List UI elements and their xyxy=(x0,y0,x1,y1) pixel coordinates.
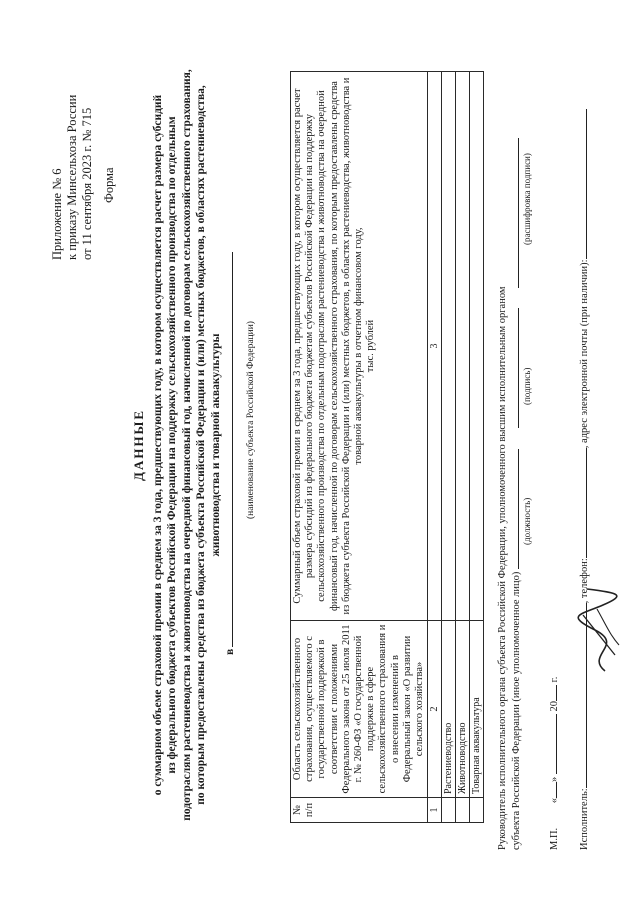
row-number-cell xyxy=(456,798,470,823)
seal-label: М.П. xyxy=(549,827,560,850)
col-number: 3 xyxy=(428,72,442,621)
appendix-order: к приказу Минсельхоза России xyxy=(65,94,79,260)
email-label: адрес электронной почты (при наличии): xyxy=(579,259,590,443)
document-title xyxy=(132,55,224,835)
table-row xyxy=(442,72,456,823)
header-volume-text: Суммарный объем страховой премии в среднем за 3 года, предшествующих году, в котором осуществляется расчет размера субсидий из федерального бюджета бюджетам субъектов Российской Федерации на поддержку сельскохозяйственного производства по отдельным подотраслям растениеводства и животноводства на очередной финансовый год, начисленной по договорам сельскохозяйственного страхования, по которым предоставлены средства из бюджета субъекта Российской Федерации и (или) местных бюджетов, в областях растениеводства, животноводства и товарной аквакультуры в отчетном финансовом году, xyxy=(292,77,365,615)
header-volume-unit: тыс. рублей xyxy=(365,319,377,373)
form-label: Форма xyxy=(102,167,116,203)
premium-table xyxy=(290,71,484,823)
column-number-row xyxy=(428,72,442,823)
year-suffix: г. xyxy=(549,676,560,683)
position-caption: (должность) xyxy=(522,497,532,545)
email-input-line[interactable] xyxy=(577,109,587,259)
signatory-title-line-1: Руководитель исполнительного органа субъекта Российской Федерации, уполномоченного высшим исполнительным органом xyxy=(497,286,508,850)
appendix-number: Приложение № 6 xyxy=(50,168,64,260)
handwritten-signature xyxy=(575,585,630,675)
title-line-4: по которым предоставлены средства из бюджета субъекта Российской Федерации и (или) местных бюджетов, в областях растениеводства, xyxy=(195,85,208,805)
month-input-line[interactable] xyxy=(547,714,557,774)
title-line-2: из федерального бюджета субъектов Российской Федерации на поддержку сельскохозяйственного производства по отдельным xyxy=(166,116,179,774)
phone-label: телефон: xyxy=(579,558,590,599)
signature-caption: (подпись) xyxy=(522,367,532,405)
table-row xyxy=(456,72,470,823)
executor-line: Исполнитель:, телефон:, адрес электронной почты (при наличии): xyxy=(577,109,590,850)
row-number-cell xyxy=(442,798,456,823)
row-number-cell xyxy=(470,798,484,823)
header-volume xyxy=(291,72,428,621)
signature-input-line[interactable] xyxy=(509,308,519,428)
table-row xyxy=(470,72,484,823)
header-area: Область сельскохозяйственного страхования, осуществляемого с государственной поддержкой в соответствии с положениями Федерального закона от 25 июля 2011 г. № 260-ФЗ «О государственной поддержке в сфере сельскохозяйственного страхования и о внесении изменений в Федеральный закон «О развитии сельского хозяйства» xyxy=(291,621,428,798)
signatory-title-line-2 xyxy=(509,138,522,850)
title-line-5: животноводства и товарной аквакультуры xyxy=(209,333,222,557)
date-close-quote: » xyxy=(549,776,560,782)
title-line-1: о суммарном объеме страховой премии в среднем за 3 года, предшествующих году, в котором осуществляется расчет размера субсидий xyxy=(151,94,164,796)
title-line-3: подотраслям растениеводства и животноводства на очередной финансовый год, начисленной по договорам сельскохозяйственного страхования, xyxy=(180,69,193,821)
title-heading: ДАННЫЕ xyxy=(131,409,146,481)
row-label: Животноводство xyxy=(456,621,470,798)
name-input-line[interactable] xyxy=(509,138,519,288)
table-header-row xyxy=(291,72,428,823)
year-prefix: 20 xyxy=(549,700,560,712)
date-line xyxy=(547,677,560,850)
year-input-line[interactable] xyxy=(547,685,557,701)
region-field xyxy=(222,235,236,655)
date-open-quote: « xyxy=(549,797,560,804)
signatory-title-text: субъекта Российской Федерации (иное уполномоченное лицо) xyxy=(511,571,522,850)
phone-input-line[interactable] xyxy=(577,448,587,558)
appendix-reference xyxy=(50,0,95,260)
region-input-line[interactable] xyxy=(222,252,233,647)
day-input-line[interactable] xyxy=(547,782,557,798)
executor-label: Исполнитель: xyxy=(579,788,590,850)
position-input-line[interactable] xyxy=(509,449,519,569)
col-number: 2 xyxy=(428,621,442,798)
row-value-cell[interactable] xyxy=(470,72,484,621)
header-number: № п/п xyxy=(291,798,428,823)
name-caption: (расшифровка подписи) xyxy=(522,153,532,245)
row-value-cell[interactable] xyxy=(456,72,470,621)
row-label: Товарная аквакультура xyxy=(470,621,484,798)
row-value-cell[interactable] xyxy=(442,72,456,621)
appendix-date: от 11 сентября 2023 г. № 715 xyxy=(80,107,94,260)
row-label: Растениеводство xyxy=(442,621,456,798)
col-number: 1 xyxy=(428,798,442,823)
region-prefix: в xyxy=(224,648,236,655)
region-caption: (наименование субъекта Российской Федерации) xyxy=(246,321,256,519)
